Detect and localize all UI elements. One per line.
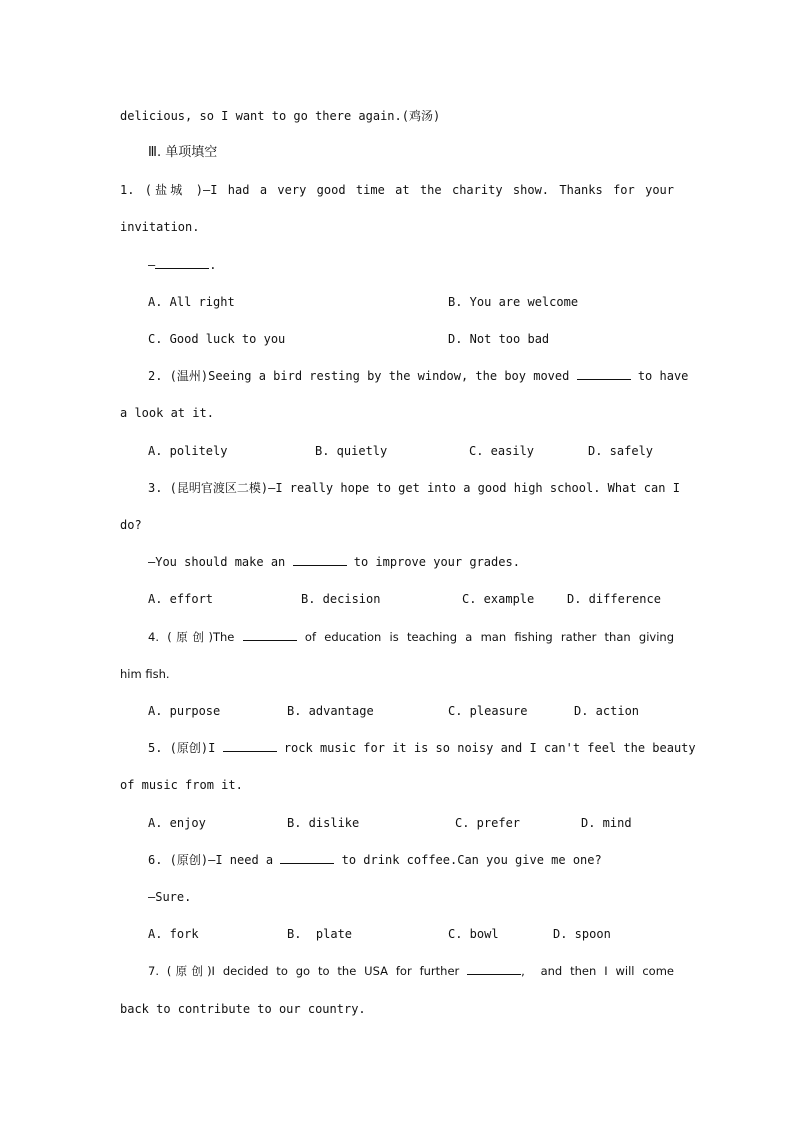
q4-option-c: C. pleasure [448, 704, 528, 718]
question-6-line-2: —Sure. [148, 890, 192, 904]
q7-prefix: 7. (原创)I decided to go to the USA for further [148, 964, 460, 978]
period: . [209, 258, 217, 272]
q2-prefix: 2. (温州)Seeing a bird resting by the window, the boy moved [148, 369, 570, 383]
q5-option-b: B. dislike [287, 816, 360, 830]
question-5-line-2: of music from it. [120, 778, 243, 792]
q2-option-a: A. politely [148, 444, 228, 458]
question-7-line-2: back to contribute to our country. [120, 1002, 366, 1016]
question-3-line-2: do? [120, 518, 142, 532]
continued-line: delicious, so I want to go there again.(鸡汤) [120, 109, 441, 123]
q6-option-c: C. bowl [448, 927, 499, 941]
q6-option-b: B. plate [287, 927, 353, 941]
q3-option-a: A. effort [148, 592, 214, 606]
q3-option-b: B. decision [301, 592, 381, 606]
q3-option-c: C. example [462, 592, 535, 606]
q7-suffix: , and then I will come [521, 964, 674, 978]
q6-option-a: A. fork [148, 927, 199, 941]
answer-blank [155, 257, 209, 269]
q2-suffix: to have [637, 369, 689, 383]
answer-blank [280, 852, 334, 864]
answer-blank [243, 629, 297, 641]
q4-option-d: D. action [574, 704, 640, 718]
q4-prefix: 4. (原创)The [148, 630, 235, 644]
answer-blank [293, 554, 347, 566]
question-6-line-1 [148, 852, 602, 868]
question-4-line-1 [148, 629, 674, 645]
q4-option-a: A. purpose [148, 704, 221, 718]
q6-suffix: to drink coffee.Can you give me one? [341, 853, 602, 867]
question-1-line-2: invitation. [120, 220, 200, 234]
question-3-line-1: 3. (昆明官渡区二模)—I really hope to get into a good high school. What can I [148, 481, 680, 495]
q5-suffix: rock music for it is so noisy and I can't feel the beauty [283, 741, 696, 755]
question-7-line-1 [148, 963, 674, 979]
q2-option-b: B. quietly [315, 444, 388, 458]
question-1-line-1: 1. (盐城 )—I had a very good time at the charity show. Thanks for your [120, 183, 674, 197]
question-1-answer-line [148, 257, 216, 273]
q1-option-a: A. All right [148, 295, 235, 309]
q5-option-d: D. mind [581, 816, 632, 830]
q3-suffix: to improve your grades. [353, 555, 520, 569]
q2-option-d: D. safely [588, 444, 654, 458]
q3-option-d: D. difference [567, 592, 661, 606]
dash: — [148, 258, 156, 272]
section-heading: Ⅲ. 单项填空 [148, 145, 218, 160]
q6-option-d: D. spoon [553, 927, 611, 941]
question-2-line-2: a look at it. [120, 406, 214, 420]
answer-blank [577, 368, 631, 380]
q2-option-c: C. easily [469, 444, 535, 458]
q1-option-d: D. Not too bad [448, 332, 550, 346]
question-2-line-1 [148, 368, 689, 384]
answer-blank [467, 963, 521, 975]
question-3-answer-line [148, 554, 520, 570]
q5-option-c: C. prefer [455, 816, 521, 830]
q5-prefix: 5. (原创)I [148, 741, 216, 755]
q1-option-b: B. You are welcome [448, 295, 579, 309]
question-4-line-2: him fish. [120, 667, 170, 681]
q6-prefix: 6. (原创)—I need a [148, 853, 274, 867]
q4-option-b: B. advantage [287, 704, 374, 718]
q1-option-c: C. Good luck to you [148, 332, 286, 346]
answer-blank [223, 740, 277, 752]
question-5-line-1 [148, 740, 696, 756]
q3-prefix: —You should make an [148, 555, 286, 569]
q5-option-a: A. enjoy [148, 816, 206, 830]
q4-suffix: of education is teaching a man fishing rather than giving [304, 630, 675, 644]
